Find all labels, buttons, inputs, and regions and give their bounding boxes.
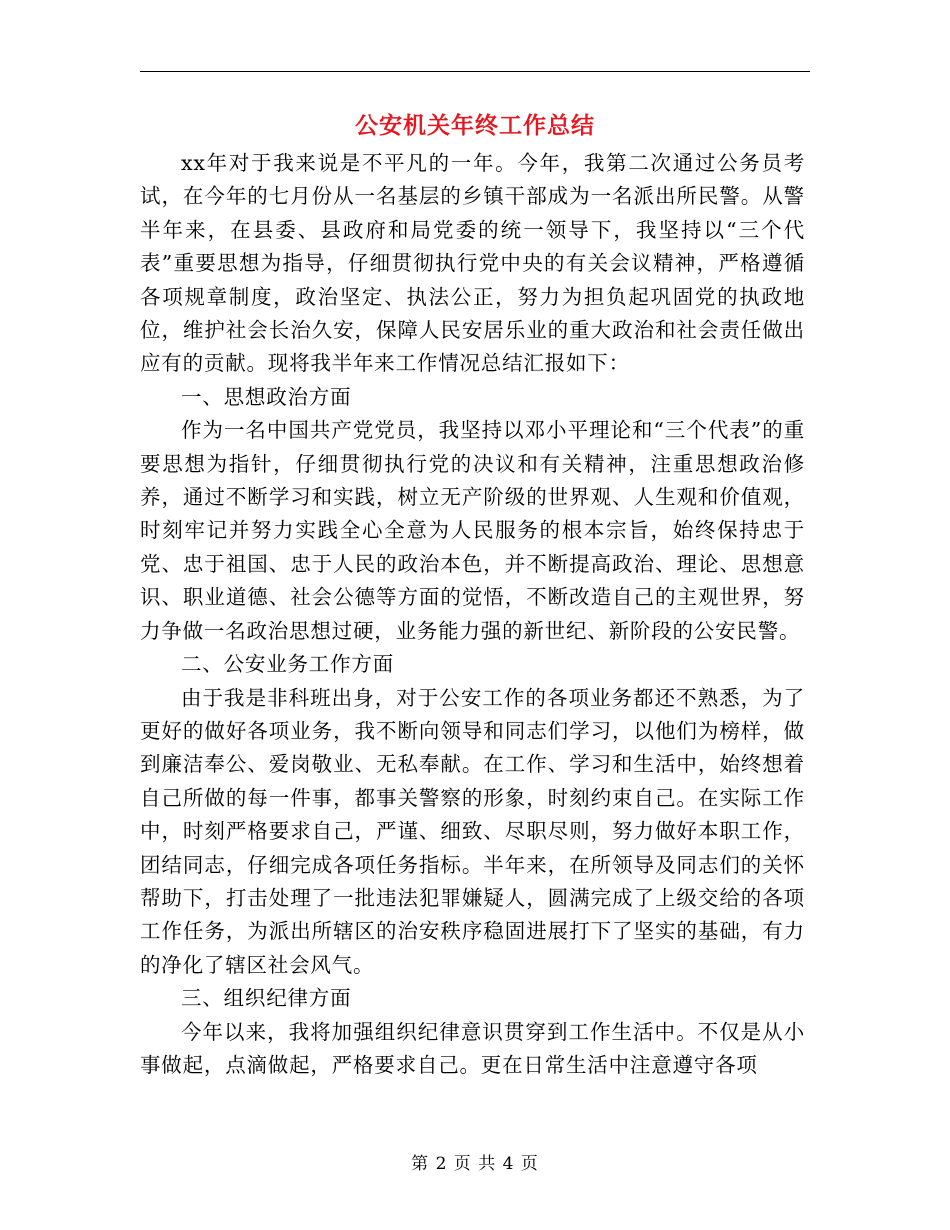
page-number: 第 2 页 共 4 页 <box>411 1154 539 1174</box>
business-paragraph: 由于我是非科班出身，对于公安工作的各项业务都还不熟悉，为了更好的做好各项业务，我不断向领导和同志们学习，以他们为榜样，做到廉洁奉公、爱岗敬业、无私奉献。在工作、学习和生活中，始终想着自己所做的每一件事，都事关警察的形象，时刻约束自己。在实际工作中，时刻严格要求自己，严谨、细致、尽职尽则，努力做好本职工作，团结同志，仔细完成各项任务指标。半年来，在所领导及同志们的关怀帮助下，打击处理了一批违法犯罪嫌疑人，圆满完成了上级交给的各项工作任务，为派出所辖区的治安秩序稳固进展打下了坚实的基础，有力的净化了辖区社会风气。 <box>140 685 805 977</box>
document-title: 公安机关年终工作总结 <box>355 112 595 139</box>
header-rule <box>140 71 810 72</box>
document-body <box>140 147 805 1082</box>
section-heading-political: 一、思想政治方面 <box>181 384 352 409</box>
political-paragraph: 作为一名中国共产党党员，我坚持以邓小平理论和“三个代表”的重要思想为指针，仔细贯彻执行党的决议和有关精神，注重思想政治修养，通过不断学习和实践，树立无产阶级的世界观、人生观和价值观，时刻牢记并努力实践全心全意为人民服务的根本宗旨，始终保持忠于党、忠于祖国、忠于人民的政治本色，并不断提高政治、理论、思想意识、职业道德、社会公德等方面的觉悟，不断改造自己的主观世界，努力争做一名政治思想过硬，业务能力强的新世纪、新阶段的公安民警。 <box>140 418 805 643</box>
discipline-paragraph: 今年以来，我将加强组织纪律意识贯穿到工作生活中。不仅是从小事做起，点滴做起，严格要求自己。更在日常生活中注意遵守各项 <box>140 1019 805 1077</box>
section-heading-business: 二、公安业务工作方面 <box>181 652 394 677</box>
intro-paragraph: xx年对于我来说是不平凡的一年。今年，我第二次通过公务员考试，在今年的七月份从一名基层的乡镇干部成为一名派出所民警。从警半年来，在县委、县政府和局党委的统一领导下，我坚持以“三个代表”重要思想为指导，仔细贯彻执行党中央的有关会议精神，严格遵循各项规章制度，政治坚定、执法公正，努力为担负起巩固党的执政地位，维护社会长治久安，保障人民安居乐业的重大政治和社会责任做出应有的贡献。现将我半年来工作情况总结汇报如下： <box>140 151 805 376</box>
section-heading-discipline: 三、组织纪律方面 <box>181 986 352 1011</box>
